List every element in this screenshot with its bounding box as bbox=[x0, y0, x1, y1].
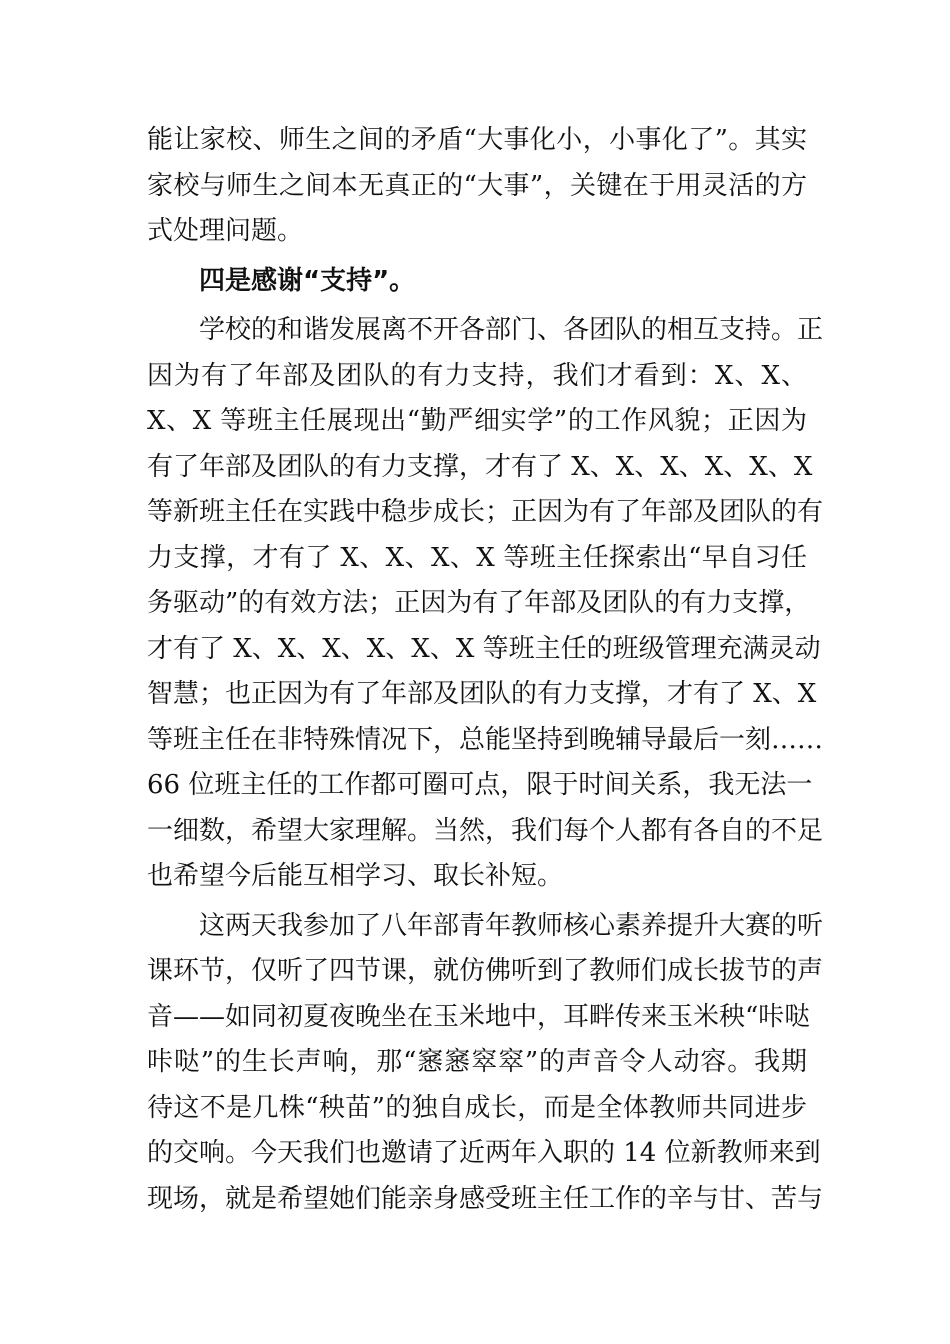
document-page bbox=[147, 118, 824, 1222]
text-line: 课环节，仅听了四节课，就仿佛听到了教师们成长拔节的声 bbox=[147, 956, 824, 986]
text-line: 等班主任在非特殊情况下，总能坚持到晚辅导最后一刻…… bbox=[147, 724, 824, 755]
text-line: 音——如同初夏夜晚坐在玉米地中，耳畔传来玉米秧“咔哒 bbox=[147, 1001, 811, 1032]
text-line: 务驱动”的有效方法；正因为有了年部及团队的有力支撑， bbox=[147, 588, 811, 618]
text-line: 的交响。今天我们也邀请了近两年入职的 14 位新教师来到 bbox=[147, 1138, 821, 1168]
text-line: 这两天我参加了八年部青年教师核心素养提升大赛的听 bbox=[199, 910, 824, 941]
text-line: 66 位班主任的工作都可圈可点，限于时间关系，我无法一 bbox=[147, 770, 813, 800]
text-line: 有了年部及团队的有力支撑，才有了 X、X、X、X、X、X bbox=[147, 451, 813, 482]
text-line: 智慧；也正因为有了年部及团队的有力支撑，才有了 X、X bbox=[147, 679, 817, 709]
text-line: 也希望今后能互相学习、取长补短。 bbox=[147, 861, 564, 891]
text-line: 学校的和谐发展离不开各部门、各团队的相互支持。正 bbox=[199, 315, 824, 345]
section-heading: 四是感谢“支持”。 bbox=[199, 265, 416, 296]
text-line: 才有了 X、X、X、X、X、X 等班主任的班级管理充满灵动 bbox=[147, 633, 821, 664]
text-line: 家校与师生之间本无真正的“大事”，关键在于用灵活的方 bbox=[147, 170, 807, 201]
text-line: 待这不是几株“秧苗”的独自成长，而是全体教师共同进步 bbox=[147, 1092, 807, 1123]
text-line: 咔哒”的生长声响，那“窸窸窣窣”的声音令人动容。我期 bbox=[147, 1047, 807, 1077]
paragraph-support bbox=[147, 308, 824, 900]
text-line: 力支撑，才有了 X、X、X、X 等班主任探索出“早自习任 bbox=[147, 542, 807, 573]
text-line: 式处理问题。 bbox=[147, 216, 304, 246]
text-line: 因为有了年部及团队的有力支持，我们才看到：X、X、 bbox=[147, 360, 807, 391]
text-line: X、X 等班主任展现出“勤严细实学”的工作风貌；正因为 bbox=[147, 406, 807, 436]
text-line: 等新班主任在实践中稳步成长；正因为有了年部及团队的有 bbox=[147, 497, 824, 527]
text-line: 能让家校、师生之间的矛盾“大事化小，小事化了”。其实 bbox=[147, 125, 807, 155]
paragraph-competition bbox=[147, 904, 824, 1223]
text-line: 现场，就是希望她们能亲身感受班主任工作的辛与甘、苦与 bbox=[147, 1183, 824, 1214]
text-line: 一细数，希望大家理解。当然，我们每个人都有各自的不足 bbox=[147, 815, 824, 846]
paragraph-continuation bbox=[147, 118, 807, 255]
